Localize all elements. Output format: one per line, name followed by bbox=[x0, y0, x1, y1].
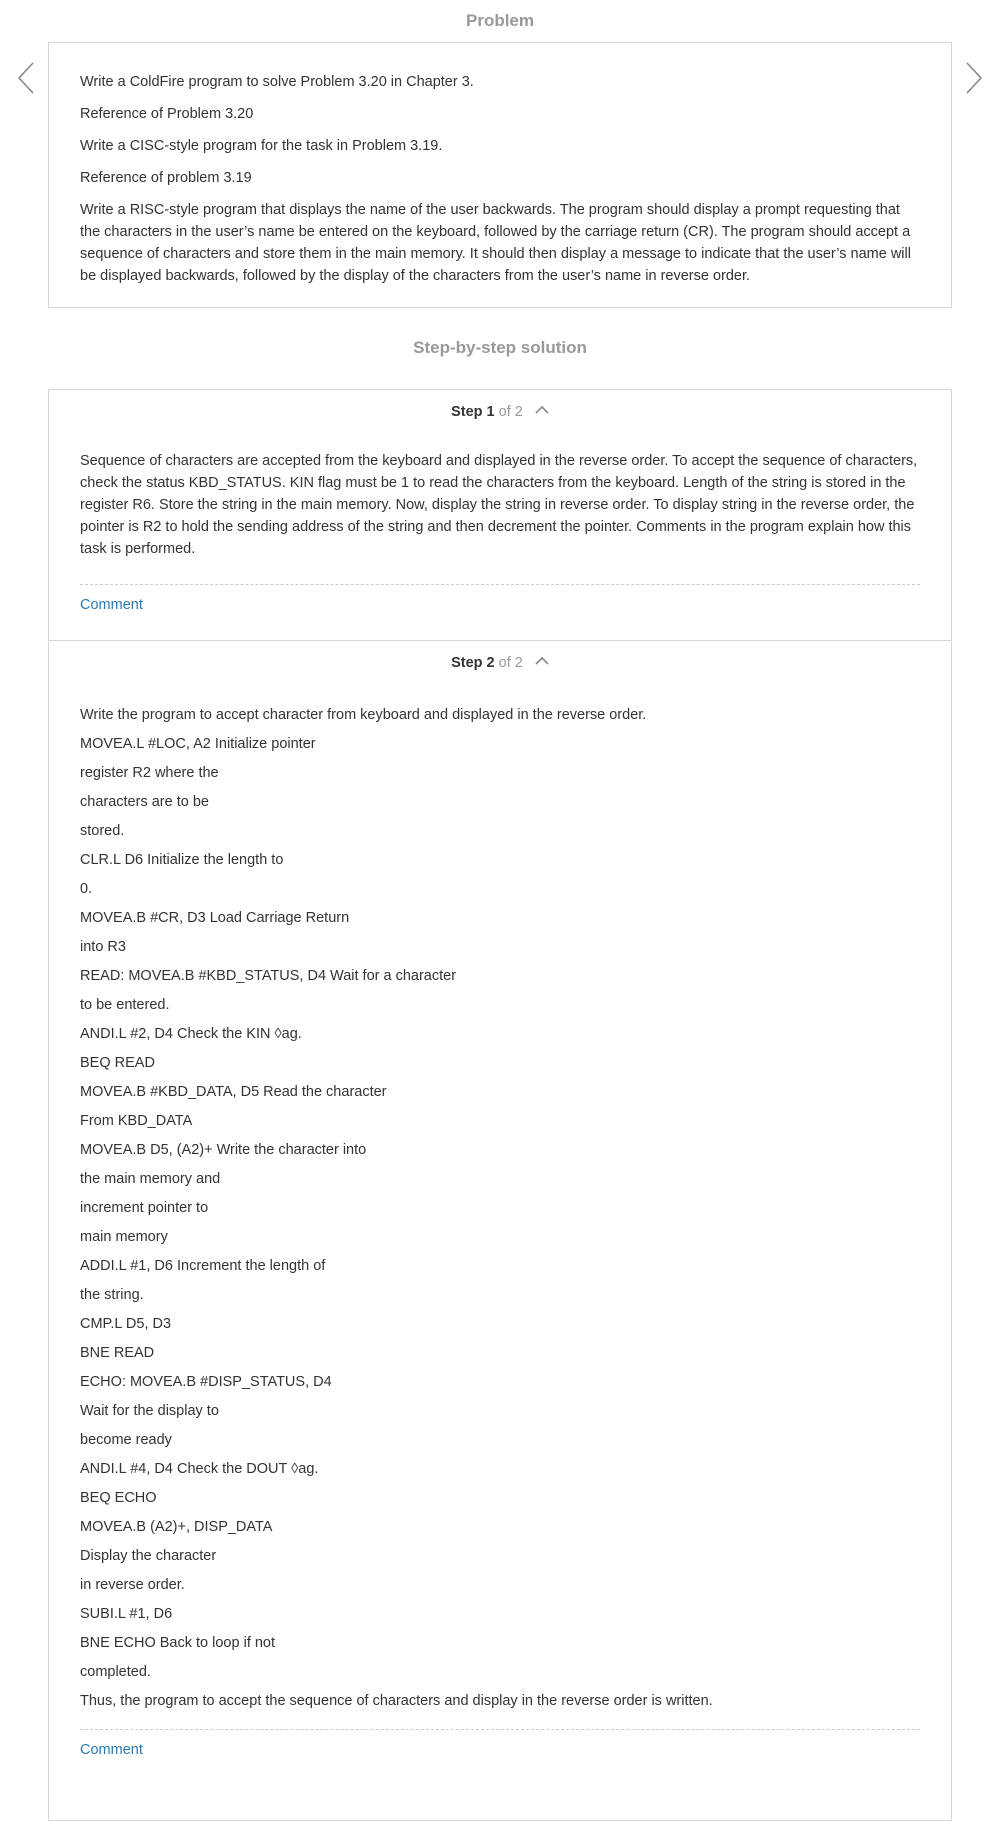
collapse-step-button[interactable] bbox=[535, 400, 549, 420]
comment-link[interactable]: Comment bbox=[80, 1742, 143, 1758]
problem-box bbox=[48, 42, 952, 308]
code-line: BEQ READ bbox=[80, 1055, 155, 1071]
next-arrow-button[interactable] bbox=[960, 60, 986, 96]
solution-box bbox=[48, 389, 952, 1821]
problem-paragraph: Write a RISC-style program that displays the name of the user backwards. The program should display a prompt requesting that the characters in the user’s name be entered on the keyboard, followed by the carriage return (CR). The program should accept a sequence of characters and store them in the main memory. It should then display a message to indicate that the user’s name will be displayed backwards, followed by the display of the characters from the user’s name in reverse order. bbox=[80, 202, 911, 284]
divider bbox=[80, 584, 920, 585]
code-line: 0. bbox=[80, 881, 93, 897]
code-line: to be entered. bbox=[80, 997, 170, 1013]
step-2 bbox=[49, 641, 951, 1758]
comment-link[interactable]: Comment bbox=[80, 597, 143, 613]
code-line: MOVEA.B D5, (A2)+ Write the character into bbox=[80, 1142, 367, 1158]
chevron-right-icon bbox=[960, 60, 986, 96]
code-line: BEQ ECHO bbox=[80, 1490, 157, 1506]
code-line: Wait for the display to bbox=[80, 1403, 219, 1419]
code-line: the string. bbox=[80, 1287, 144, 1303]
step-body: Sequence of characters are accepted from the keyboard and displayed in the reverse order. To accept the sequence of characters, check the status KBD_STATUS. KIN flag must be 1 to read the characters from the keyboard. Length of the string is stored in the register R6. Store the string in the main memory. Now, display the string in reverse order. To display string in the reverse order, the pointer is R2 to hold the sending address of the string and then decrement the pointer. Comments in the program explain how this task is performed. bbox=[80, 453, 918, 557]
step-count: of 2 bbox=[498, 655, 523, 671]
step-label: Step 1 bbox=[451, 404, 495, 420]
code-line: MOVEA.B #CR, D3 Load Carriage Return bbox=[80, 910, 350, 926]
step-label: Step 2 bbox=[451, 655, 495, 671]
code-line: READ: MOVEA.B #KBD_STATUS, D4 Wait for a character bbox=[80, 968, 457, 984]
problem-line: Write a CISC-style program for the task in Problem 3.19. bbox=[80, 138, 443, 154]
problem-line: Reference of problem 3.19 bbox=[80, 170, 252, 186]
code-line: CLR.L D6 Initialize the length to bbox=[80, 852, 284, 868]
code-line: ANDI.L #4, D4 Check the DOUT ◊ag. bbox=[80, 1461, 319, 1477]
step-header bbox=[80, 402, 920, 422]
code-line: increment pointer to bbox=[80, 1200, 209, 1216]
code-line: become ready bbox=[80, 1432, 172, 1448]
chevron-up-icon bbox=[535, 656, 549, 665]
divider bbox=[80, 1729, 920, 1730]
code-line: ANDI.L #2, D4 Check the KIN ◊ag. bbox=[80, 1026, 302, 1042]
code-line: MOVEA.L #LOC, A2 Initialize pointer bbox=[80, 736, 316, 752]
step-header bbox=[80, 653, 920, 673]
code-line: ADDI.L #1, D6 Increment the length of bbox=[80, 1258, 326, 1274]
code-line: MOVEA.B (A2)+, DISP_DATA bbox=[80, 1519, 273, 1535]
problem-line: Write a ColdFire program to solve Problem 3.20 in Chapter 3. bbox=[80, 74, 474, 90]
code-line: main memory bbox=[80, 1229, 168, 1245]
collapse-step-button[interactable] bbox=[535, 651, 549, 671]
code-line: From KBD_DATA bbox=[80, 1113, 193, 1129]
code-line: ECHO: MOVEA.B #DISP_STATUS, D4 bbox=[80, 1374, 332, 1390]
code-line: the main memory and bbox=[80, 1171, 221, 1187]
prev-arrow-button[interactable] bbox=[14, 60, 40, 96]
code-line: completed. bbox=[80, 1664, 151, 1680]
chevron-left-icon bbox=[14, 60, 40, 96]
code-line: into R3 bbox=[80, 939, 126, 955]
solution-title: Step-by-step solution bbox=[413, 338, 587, 357]
code-line: BNE ECHO Back to loop if not bbox=[80, 1635, 276, 1651]
code-line: Display the character bbox=[80, 1548, 217, 1564]
code-line: characters are to be bbox=[80, 794, 209, 810]
step-body bbox=[80, 701, 920, 1716]
step-1 bbox=[49, 390, 951, 641]
problem-title: Problem bbox=[465, 11, 535, 30]
code-line: CMP.L D5, D3 bbox=[80, 1316, 172, 1332]
code-line: SUBI.L #1, D6 bbox=[80, 1606, 173, 1622]
problem-line: Reference of Problem 3.20 bbox=[80, 106, 254, 122]
code-line: Write the program to accept character from keyboard and displayed in the reverse order. bbox=[80, 707, 647, 723]
code-line: MOVEA.B #KBD_DATA, D5 Read the character bbox=[80, 1084, 387, 1100]
chevron-up-icon bbox=[535, 405, 549, 414]
code-line: Thus, the program to accept the sequence of characters and display in the reverse order is written. bbox=[80, 1693, 713, 1709]
code-line: register R2 where the bbox=[80, 765, 219, 781]
code-line: stored. bbox=[80, 823, 125, 839]
step-count: of 2 bbox=[498, 404, 523, 420]
code-line: in reverse order. bbox=[80, 1577, 185, 1593]
code-line: BNE READ bbox=[80, 1345, 155, 1361]
